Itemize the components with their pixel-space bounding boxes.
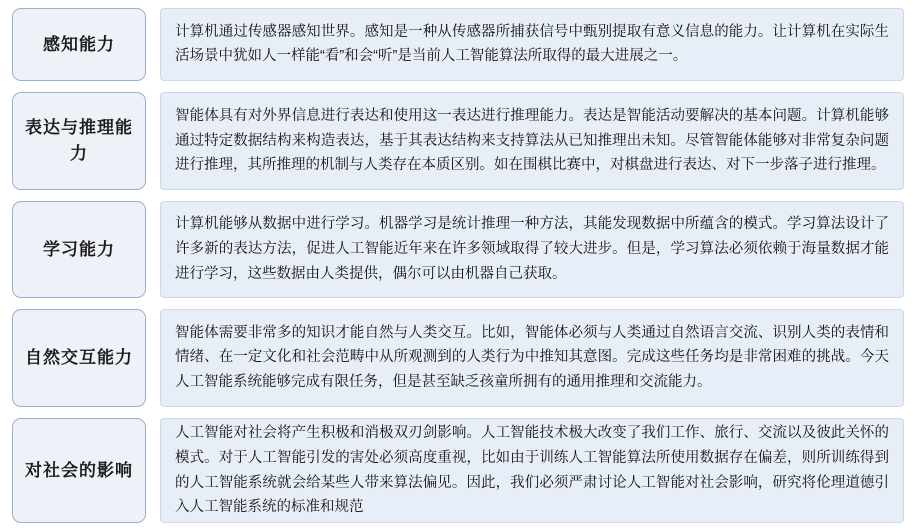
diagram-row	[12, 201, 904, 298]
capability-description-perception	[160, 8, 904, 81]
description-text: 计算机能够从数据中进行学习。机器学习是统计推理一种方法，其能发现数据中所蕴含的模式。学习算法设计了许多新的表达方法，促进人工智能近年来在许多领域取得了较大进步。但是，学习算法必须依赖于海量数据才能进行学习，这些数据由人类提供，偶尔可以由机器自己获取。	[175, 216, 889, 282]
description-text: 人工智能对社会将产生积极和消极双刃剑影响。人工智能技术极大改变了我们工作、旅行、交流以及彼此关怀的模式。对于人工智能引发的害处必须高度重视，比如由于训练人工智能算法所使用数据存在偏差，则所训练得到的人工智能系统就会给某些人带来算法偏见。因此，我们必须严肃讨论人工智能对社会影响，研究将伦理道德引入人工智能系统的标准和规范	[175, 424, 889, 516]
diagram-row	[12, 8, 904, 81]
capability-description-representation-reasoning	[160, 92, 904, 190]
capability-label-representation-reasoning: 表达与推理能力	[12, 92, 146, 190]
diagram-row	[12, 418, 904, 523]
capability-description-learning	[160, 201, 904, 298]
capability-description-natural-interaction	[160, 309, 904, 407]
diagram-row	[12, 92, 904, 190]
capability-description-social-impact	[160, 418, 904, 523]
capability-label-social-impact: 对社会的影响	[12, 418, 146, 523]
capability-label-learning: 学习能力	[12, 201, 146, 298]
diagram-row	[12, 309, 904, 407]
description-text: 智能体需要非常多的知识才能自然与人类交互。比如，智能体必须与人类通过自然语言交流、识别人类的表情和情绪、在一定文化和社会范畴中从所观测到的人类行为中推知其意图。完成这些任务均是非常困难的挑战。今天人工智能系统能够完成有限任务，但是甚至缺乏孩童所拥有的通用推理和交流能力。	[175, 324, 889, 391]
description-text: 计算机通过传感器感知世界。感知是一种从传感器所捕获信号中甄别提取有意义信息的能力。让计算机在实际生活场景中犹如人一样能“看”和会“听”是当前人工智能算法所取得的最大进展之一。	[175, 23, 889, 65]
description-text: 智能体具有对外界信息进行表达和使用这一表达进行推理能力。表达是智能活动要解决的基本问题。计算机能够通过特定数据结构来构造表达，基于其表达结构来支持算法从已知推理出未知。尽管智能体能够对非常复杂问题进行推理，其所推理的机制与人类存在本质区别。如在围棋比赛中，对棋盘进行表达、对下一步落子进行推理。	[175, 107, 889, 174]
capability-label-perception: 感知能力	[12, 8, 146, 81]
capability-label-natural-interaction: 自然交互能力	[12, 309, 146, 407]
